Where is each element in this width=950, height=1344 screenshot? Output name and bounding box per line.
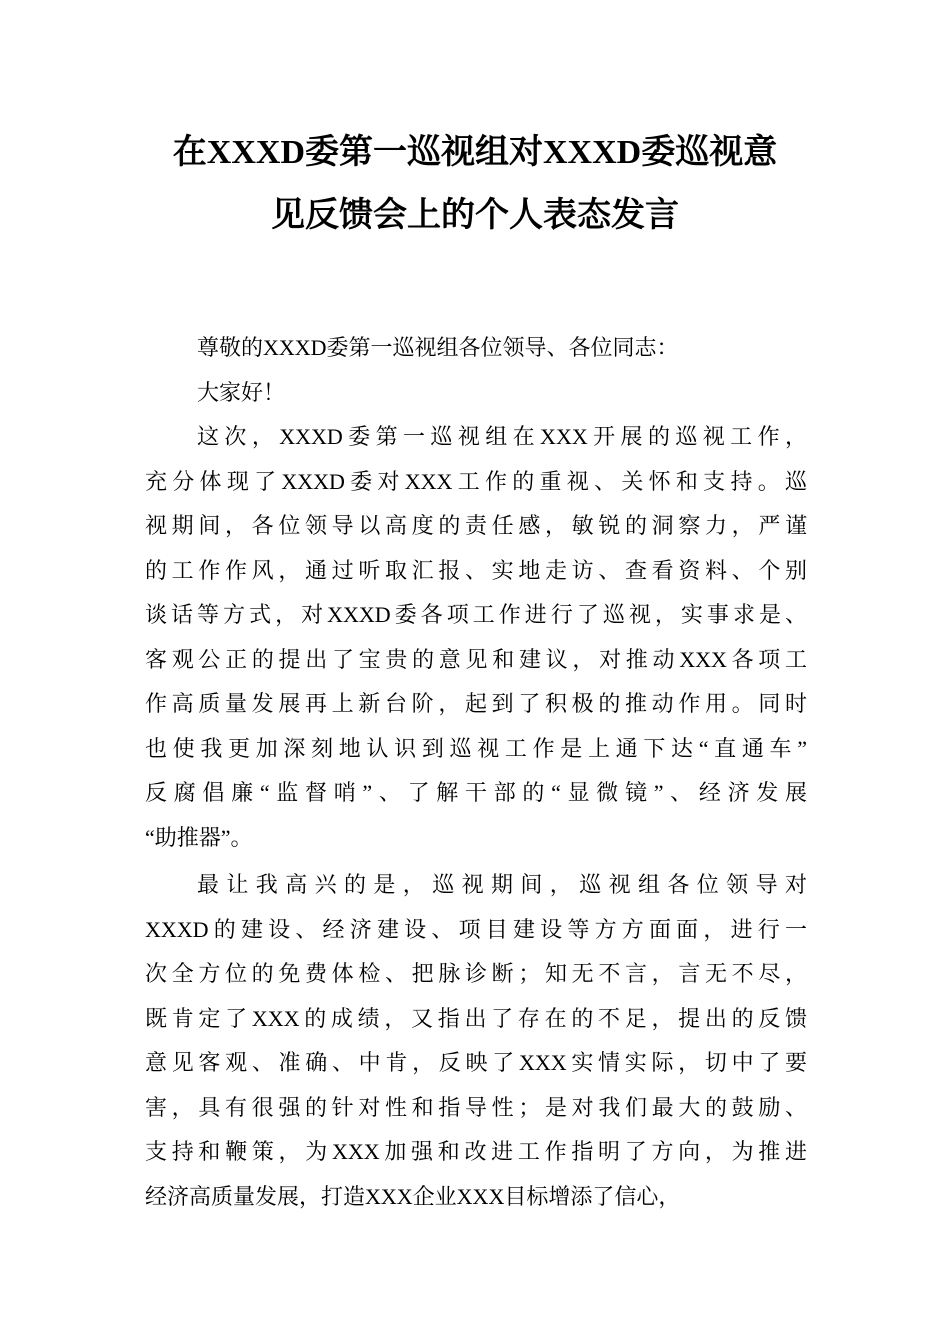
paragraph-1-line: 充分体现了XXXD委对XXX工作的重视、关怀和支持。巡 [145, 468, 807, 494]
paragraph-1-line: 也使我更加深刻地认识到巡视工作是上通下达“直通车” [145, 735, 807, 761]
paragraph-2-line: 害，具有很强的针对性和指导性；是对我们最大的鼓励、 [145, 1094, 807, 1120]
paragraph-1-line: 视期间，各位领导以高度的责任感，敏锐的洞察力，严谨 [145, 513, 807, 538]
paragraph-1-line: 的工作作风，通过听取汇报、实地走访、查看资料、个别 [145, 557, 807, 583]
paragraph-1-line: 客观公正的提出了宝贵的意见和建议，对推动XXX各项工 [145, 646, 807, 672]
paragraph-1-line: 这次，XXXD委第一巡视组在XXX开展的巡视工作， [197, 424, 807, 449]
paragraph-2-line: 经济高质量发展，打造XXX企业XXX目标增添了信心， [145, 1183, 681, 1209]
paragraph-2-line: 支持和鞭策，为XXX加强和改进工作指明了方向，为推进 [145, 1139, 807, 1164]
document-title-line-2: 见反馈会上的个人表态发言 [271, 197, 679, 234]
document-title-line-1: 在XXXD委第一巡视组对XXXD委巡视意 [172, 134, 778, 171]
paragraph-1-line: 谈话等方式，对XXXD委各项工作进行了巡视，实事求是、 [145, 602, 807, 627]
paragraph-2-line: 次全方位的免费体检、把脉诊断；知无不言，言无不尽， [145, 961, 807, 986]
paragraph-1-line: 作高质量发展再上新台阶，起到了积极的推动作用。同时 [145, 691, 807, 716]
paragraph-2-line: 既肯定了XXX的成绩，又指出了存在的不足，提出的反馈 [145, 1005, 807, 1031]
paragraph-2-line: XXXD的建设、经济建设、项目建设等方方面面，进行一 [145, 916, 807, 942]
paragraph-1-line: 反腐倡廉“监督哨”、了解干部的“显微镜”、经济发展 [145, 780, 807, 805]
paragraph-1-line: “助推器”。 [145, 824, 253, 850]
paragraph-2-line: 最让我高兴的是，巡视期间，巡视组各位领导对 [197, 872, 807, 897]
greeting: 大家好！ [197, 380, 286, 405]
salutation: 尊敬的XXXD委第一巡视组各位领导、各位同志： [197, 335, 679, 360]
paragraph-2-line: 意见客观、准确、中肯，反映了XXX实情实际，切中了要 [145, 1050, 807, 1075]
